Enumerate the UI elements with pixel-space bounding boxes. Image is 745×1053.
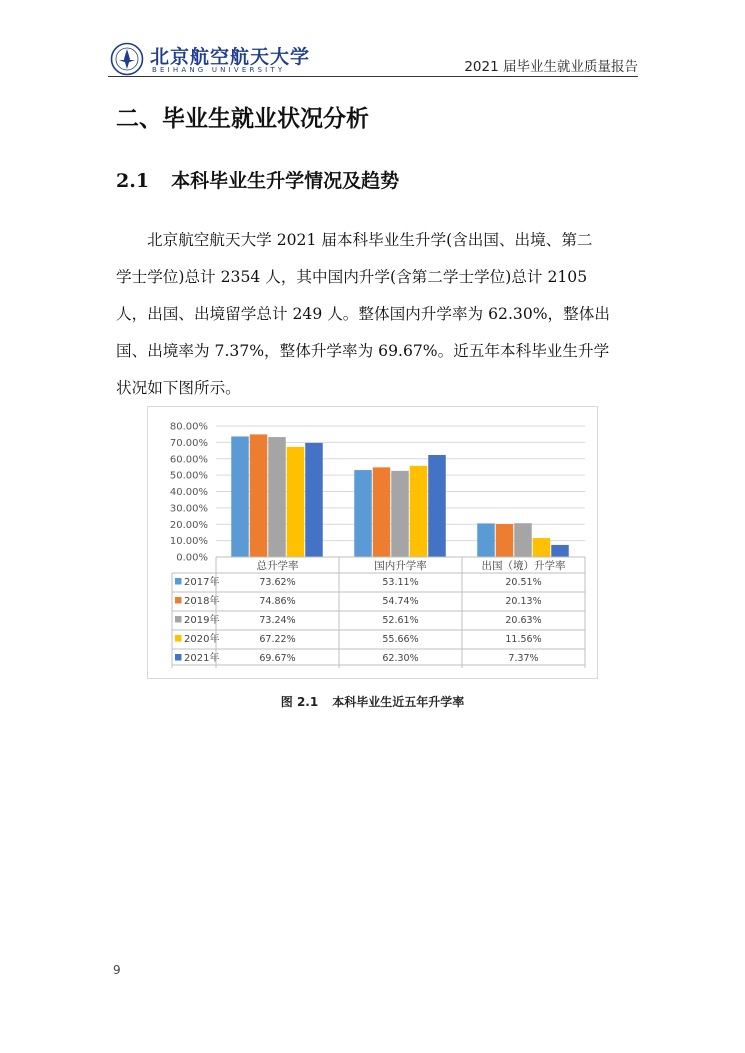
bar bbox=[496, 524, 514, 557]
y-tick-label: 50.00% bbox=[169, 470, 208, 482]
y-tick-label: 20.00% bbox=[169, 519, 208, 531]
bar bbox=[354, 470, 372, 557]
paragraph-line: 国、出境率为 7.37%，整体升学率为 69.67%。近五年本科毕业生升学 bbox=[116, 342, 610, 360]
series-name: 2018年 bbox=[184, 596, 220, 607]
subsection-number: 2.1 bbox=[116, 170, 150, 192]
y-tick-label: 80.00% bbox=[169, 421, 208, 433]
bar bbox=[533, 538, 551, 557]
data-label: 20.13% bbox=[505, 596, 542, 607]
legend-key bbox=[175, 578, 182, 585]
page-number: 9 bbox=[113, 963, 121, 977]
university-logo bbox=[110, 42, 320, 76]
y-tick-label: 0.00% bbox=[176, 552, 208, 564]
section-title: 二、毕业生就业状况分析 bbox=[116, 106, 369, 132]
data-label: 20.63% bbox=[505, 615, 542, 626]
data-label: 55.66% bbox=[382, 634, 419, 645]
bar bbox=[231, 436, 249, 557]
page-header bbox=[108, 38, 638, 78]
data-label: 69.67% bbox=[259, 653, 296, 664]
y-tick-label: 70.00% bbox=[169, 437, 208, 449]
data-label: 67.22% bbox=[259, 634, 296, 645]
category-label: 出国（境）升学率 bbox=[481, 560, 566, 572]
university-emblem-icon bbox=[110, 42, 144, 76]
bar bbox=[250, 434, 268, 557]
figure-caption-text: 本科毕业生近五年升学率 bbox=[332, 695, 465, 709]
data-label: 54.74% bbox=[382, 596, 419, 607]
paragraph-line: 人，出国、出境留学总计 249 人。整体国内升学率为 62.30%，整体出 bbox=[116, 305, 610, 323]
category-label: 总升学率 bbox=[256, 560, 299, 572]
data-label: 11.56% bbox=[505, 634, 542, 645]
admission-rate-chart bbox=[147, 406, 598, 679]
data-label: 53.11% bbox=[382, 577, 419, 588]
series-name: 2020年 bbox=[184, 634, 220, 645]
bar bbox=[373, 467, 391, 557]
chart-canvas bbox=[148, 407, 597, 678]
subsection-text: 本科毕业生升学情况及趋势 bbox=[171, 170, 400, 192]
y-tick-label: 30.00% bbox=[169, 503, 208, 515]
bar bbox=[287, 447, 305, 557]
body-paragraph bbox=[116, 222, 632, 407]
figure-caption bbox=[0, 693, 745, 710]
legend-key bbox=[175, 635, 182, 642]
paragraph-line: 状况如下图所示。 bbox=[116, 379, 241, 397]
bar bbox=[514, 523, 532, 557]
y-tick-label: 40.00% bbox=[169, 487, 208, 498]
report-title: 2021 届毕业生就业质量报告 bbox=[464, 59, 638, 75]
bar bbox=[410, 466, 428, 557]
figure-number: 图 2.1 bbox=[280, 695, 319, 709]
logo-chinese-name: 北京航空航天大学 bbox=[150, 46, 311, 68]
bar bbox=[477, 523, 495, 557]
data-label: 74.86% bbox=[259, 596, 296, 607]
bar bbox=[551, 545, 569, 557]
bar bbox=[305, 443, 323, 557]
logo-english-name: BEIHANG UNIVERSITY bbox=[152, 66, 286, 74]
data-label: 7.37% bbox=[508, 653, 539, 664]
legend-key bbox=[175, 654, 182, 661]
bar bbox=[391, 471, 409, 557]
y-tick-label: 60.00% bbox=[169, 454, 208, 466]
bar bbox=[268, 437, 286, 557]
series-name: 2021年 bbox=[184, 653, 220, 664]
data-label: 62.30% bbox=[382, 653, 419, 664]
legend-key bbox=[175, 616, 182, 623]
data-label: 20.51% bbox=[505, 577, 542, 588]
data-label: 52.61% bbox=[382, 615, 419, 626]
series-name: 2019年 bbox=[184, 615, 220, 626]
subsection-title bbox=[116, 166, 399, 193]
series-name: 2017年 bbox=[184, 577, 220, 588]
category-label: 国内升学率 bbox=[374, 560, 427, 572]
paragraph-line: 学士学位)总计 2354 人，其中国内升学(含第二学士学位)总计 2105 bbox=[116, 268, 588, 286]
bar bbox=[428, 455, 446, 557]
data-label: 73.62% bbox=[259, 577, 296, 588]
y-tick-label: 10.00% bbox=[169, 536, 208, 548]
data-label: 73.24% bbox=[259, 615, 296, 626]
paragraph-line: 北京航空航天大学 2021 届本科毕业生升学(含出国、出境、第二 bbox=[147, 231, 593, 249]
header-divider bbox=[108, 76, 638, 77]
legend-key bbox=[175, 597, 182, 604]
